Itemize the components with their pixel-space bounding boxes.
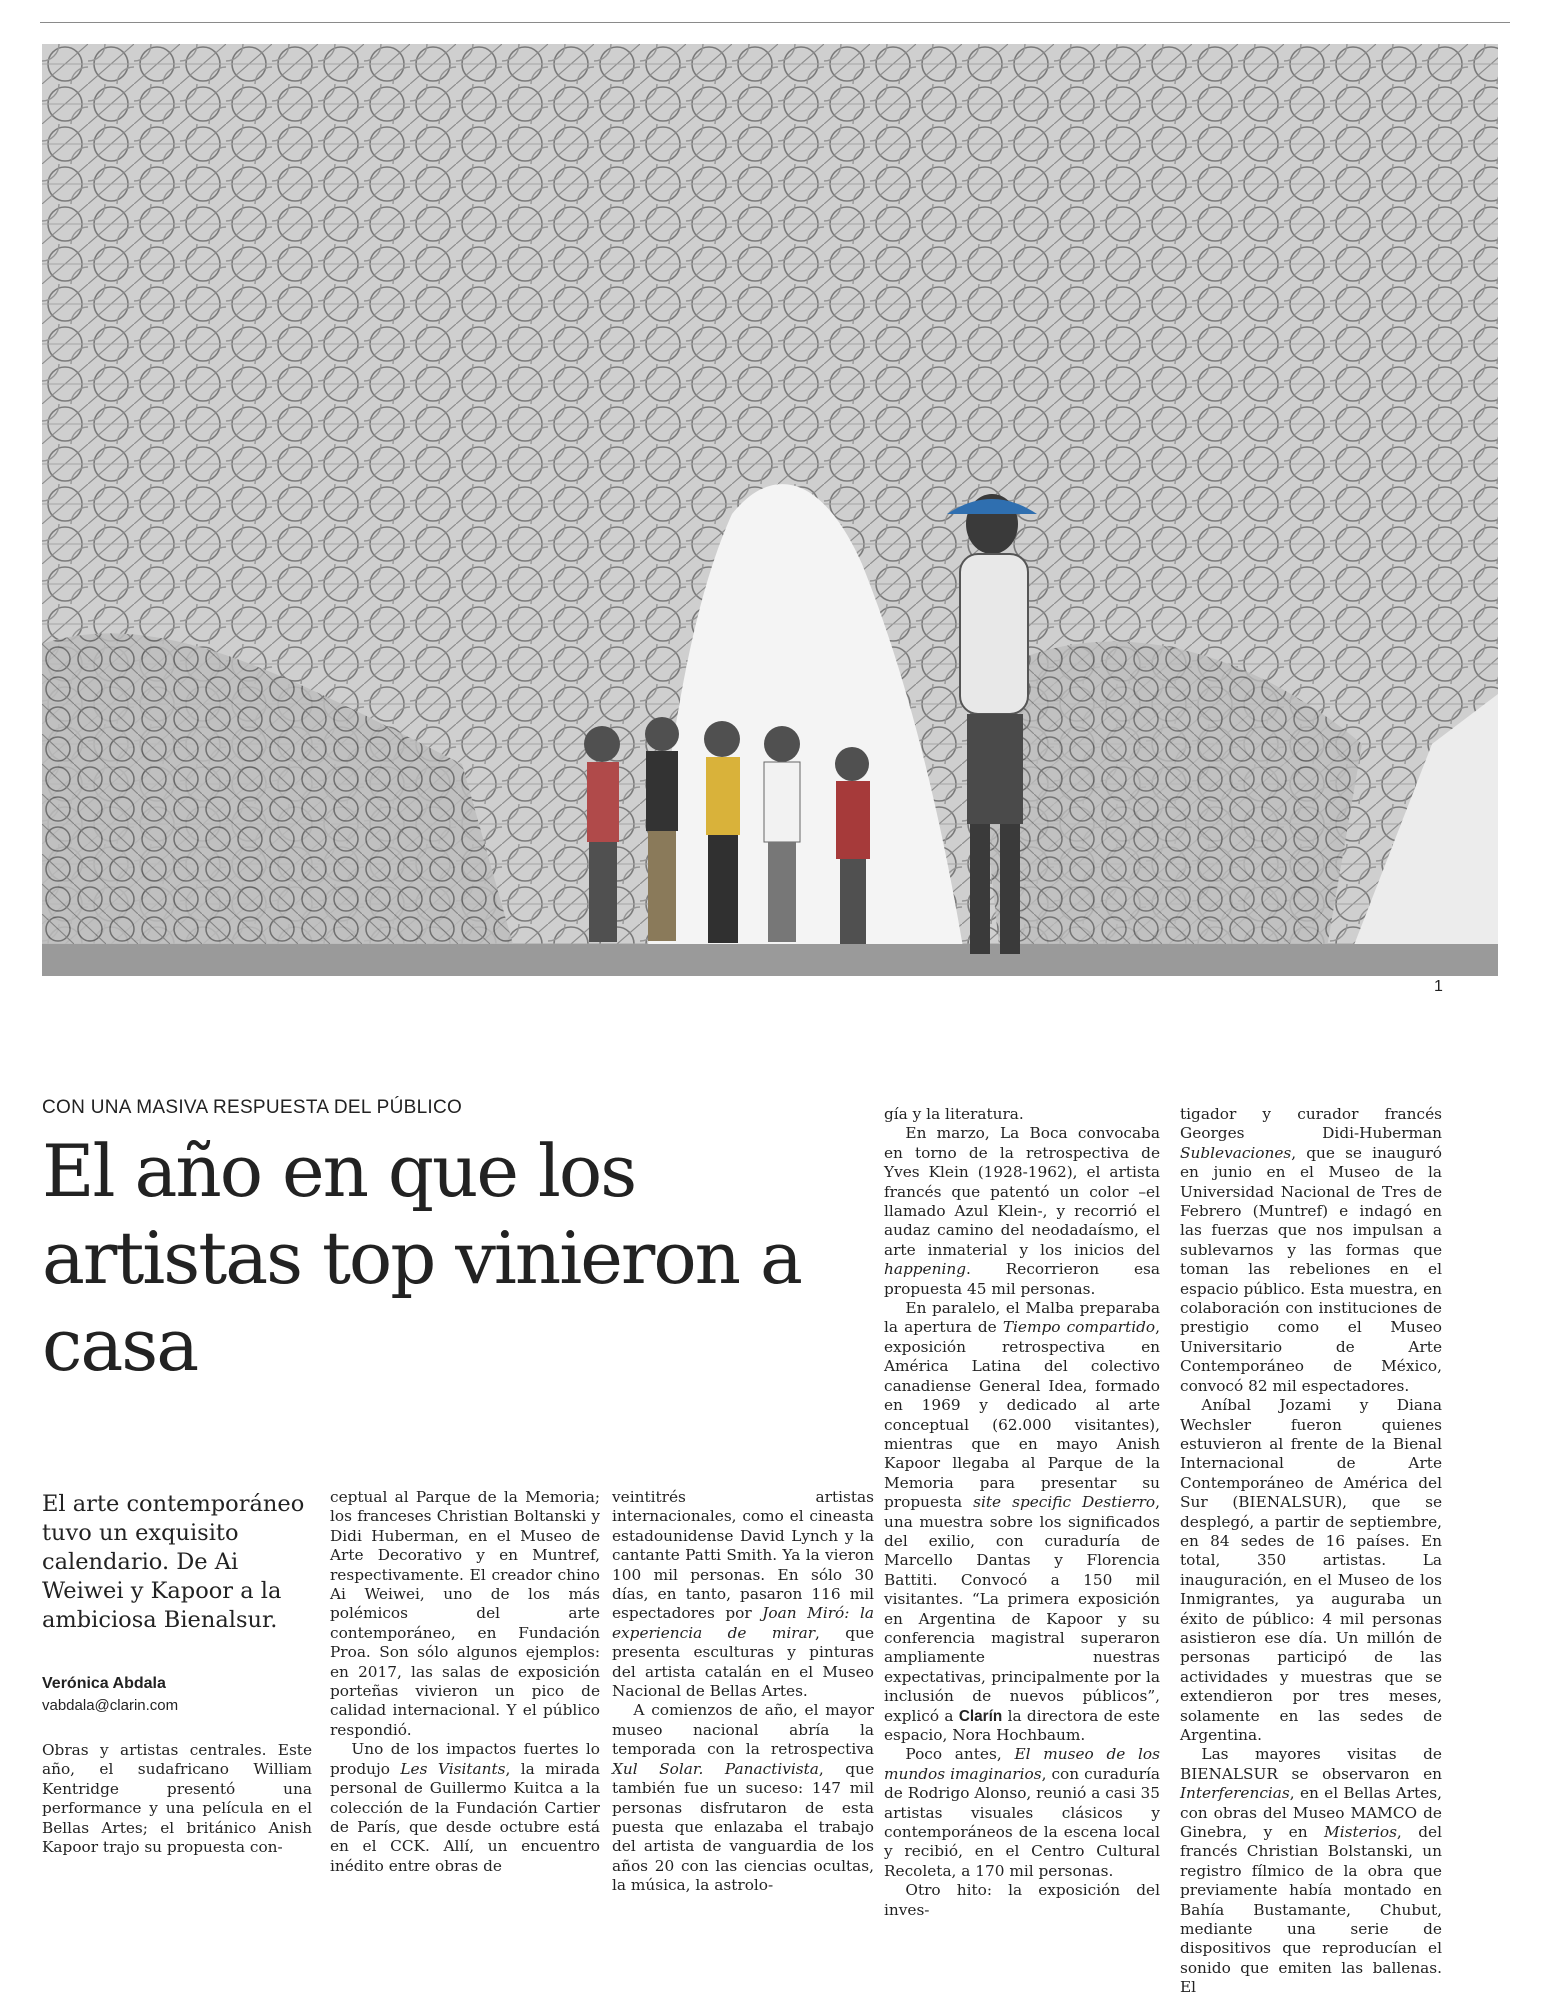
paragraph: En marzo, La Boca convocaba en torno de la retrospectiva de Yves Klein (1928-1962), el artista francés que patentó un color –el llamado Azul Klein-, y recorrió el audaz camino del neodadaísmo, el arte inmaterial y los inicios del happening. Recorrieron esa propuesta 45 mil personas. <box>884 1124 1160 1298</box>
headline: El año en que los artistas top vinieron a casa <box>42 1129 801 1387</box>
paragraph: A comienzos de año, el mayor museo nacional abría la temporada con la retrospectiva Xul Solar. Panactivista, que también fue un suceso: 147 mil personas disfrutaron de esta puesta que enlazaba el trabajo del artista de vanguardia de los años 20 con las ciencias ocultas, la música, la astrolo- <box>612 1701 874 1895</box>
paragraph: Obras y artistas centrales. Este año, el sudafricano William Kentridge presentó una performance y una película en el Bellas Artes; el británico Anish Kapoor trajo su propuesta con- <box>42 1741 312 1857</box>
paragraph: Uno de los impactos fuertes lo produjo Les Visitants, la mirada personal de Guillermo Kuitca a la colección de la Fundación Cartier de París, que desde octubre está en el CCK. Allí, un encuentro inédito entre obras de <box>330 1740 601 1875</box>
photo-number: 1 <box>1434 978 1443 995</box>
column-3 <box>612 1488 874 1896</box>
column-2 <box>330 1488 600 1876</box>
author-email: vabdala@clarin.com <box>42 1697 179 1714</box>
paragraph: Poco antes, El museo de los mundos imaginarios, con curaduría de Rodrigo Alonso, reunió a casi 35 artistas visuales clásicos y contemporáneos de la escena local y recibió, en el Centro Cultural Recoleta, a 170 mil personas. <box>884 1745 1160 1880</box>
paragraph: gía y la literatura. <box>884 1105 1024 1123</box>
paragraph: En paralelo, el Malba preparaba la apertura de Tiempo compartido, exposición retrospectiva en América Latina del colectivo canadiense General Idea, formado en 1969 y dedicado al arte conceptual (62.000 visitantes), mientras que en mayo Anish Kapoor llegaba al Parque de la Memoria para presentar su propuesta site specific Destierro, una muestra sobre los significados del exilio, con curaduría de Marcello Dantas y Florencia Battiti. Convocó a 150 mil visitantes. “La primera exposición en Argentina de Kapoor y su conferencia magistral superaron ampliamente nuestras expectativas, principalmente por la inclusión de nuevos públicos”, explicó a Clarín la directora de este espacio, Nora Hochbaum. <box>884 1299 1160 1744</box>
paragraph: veintitrés artistas internacionales, como el cineasta estadounidense David Lynch y la cantante Patti Smith. Ya la vieron 100 mil personas. En sólo 30 días, en tanto, pasaron 116 mil espectadores por Joan Miró: la experiencia de mirar, que presenta esculturas y pinturas del artista catalán en el Museo Nacional de Bellas Artes. <box>612 1488 874 1701</box>
kicker: CON UNA MASIVA RESPUESTA DEL PÚBLICO <box>42 1097 463 1118</box>
column-1 <box>42 1741 312 1857</box>
author-name: Verónica Abdala <box>42 1675 166 1692</box>
deck: El arte contemporáneo tuvo un exquisito calendario. De Ai Weiwei y Kapoor a la ambiciosa Bienalsur. <box>42 1491 305 1633</box>
paragraph: Las mayores visitas de BIENALSUR se observaron en Interferencias, en el Bellas Artes, con obras del Museo MAMCO de Ginebra, y en Misterios, del francés Christian Bolstanski, un registro fílmico de la obra que previamente había montado en Bahía Bustamante, Chubut, mediante una serie de dispositivos que reproducían el sonido que emiten las ballenas. El <box>1180 1745 1442 1997</box>
paragraph: Otro hito: la exposición del inves- <box>884 1881 1160 1919</box>
column-4 <box>884 1105 1160 1920</box>
column-5 <box>1180 1105 1442 1998</box>
paragraph: Aníbal Jozami y Diana Wechsler fueron quienes estuvieron al frente de la Bienal Internacional de Arte Contemporáneo de América del Sur (BIENALSUR), que se desplegó, a partir de septiembre, en 84 sedes de 16 países. En total, 350 artistas. La inauguración, en el Museo de los Inmigrantes, ya auguraba un éxito de público: 4 mil personas asistieron ese día. Un millón de personas participó de las actividades y muestras que se extendieron por tres meses, solamente en las sedes de Argentina. <box>1180 1396 1442 1744</box>
paragraph: ceptual al Parque de la Memoria; los franceses Christian Boltanski y Didi Huberman, en el Museo de Arte Decorativo y en Muntref, respectivamente. El creador chino Ai Weiwei, uno de los más polémicos del arte contemporáneo, en Fundación Proa. Son sólo algunos ejemplos: en 2017, las salas de exposición porteñas vivieron un pico de calidad internacional. Y el público respondió. <box>330 1488 600 1739</box>
bicycle-sculpture-photo <box>42 44 1498 976</box>
byline <box>42 1675 312 1714</box>
paragraph: tigador y curador francés Georges Didi-Huberman Sublevaciones, que se inauguró en junio en el Museo de la Universidad Nacional de Tres de Febrero (Muntref) e indagó en las fuerzas que nos impulsan a sublevarnos y las formas que toman las rebeliones en el espacio público. Esta muestra, en colaboración con instituciones de prestigio como el Museo Universitario de Arte Contemporáneo de México, convocó 82 mil espectadores. <box>1180 1105 1442 1395</box>
top-rule <box>40 22 1510 23</box>
